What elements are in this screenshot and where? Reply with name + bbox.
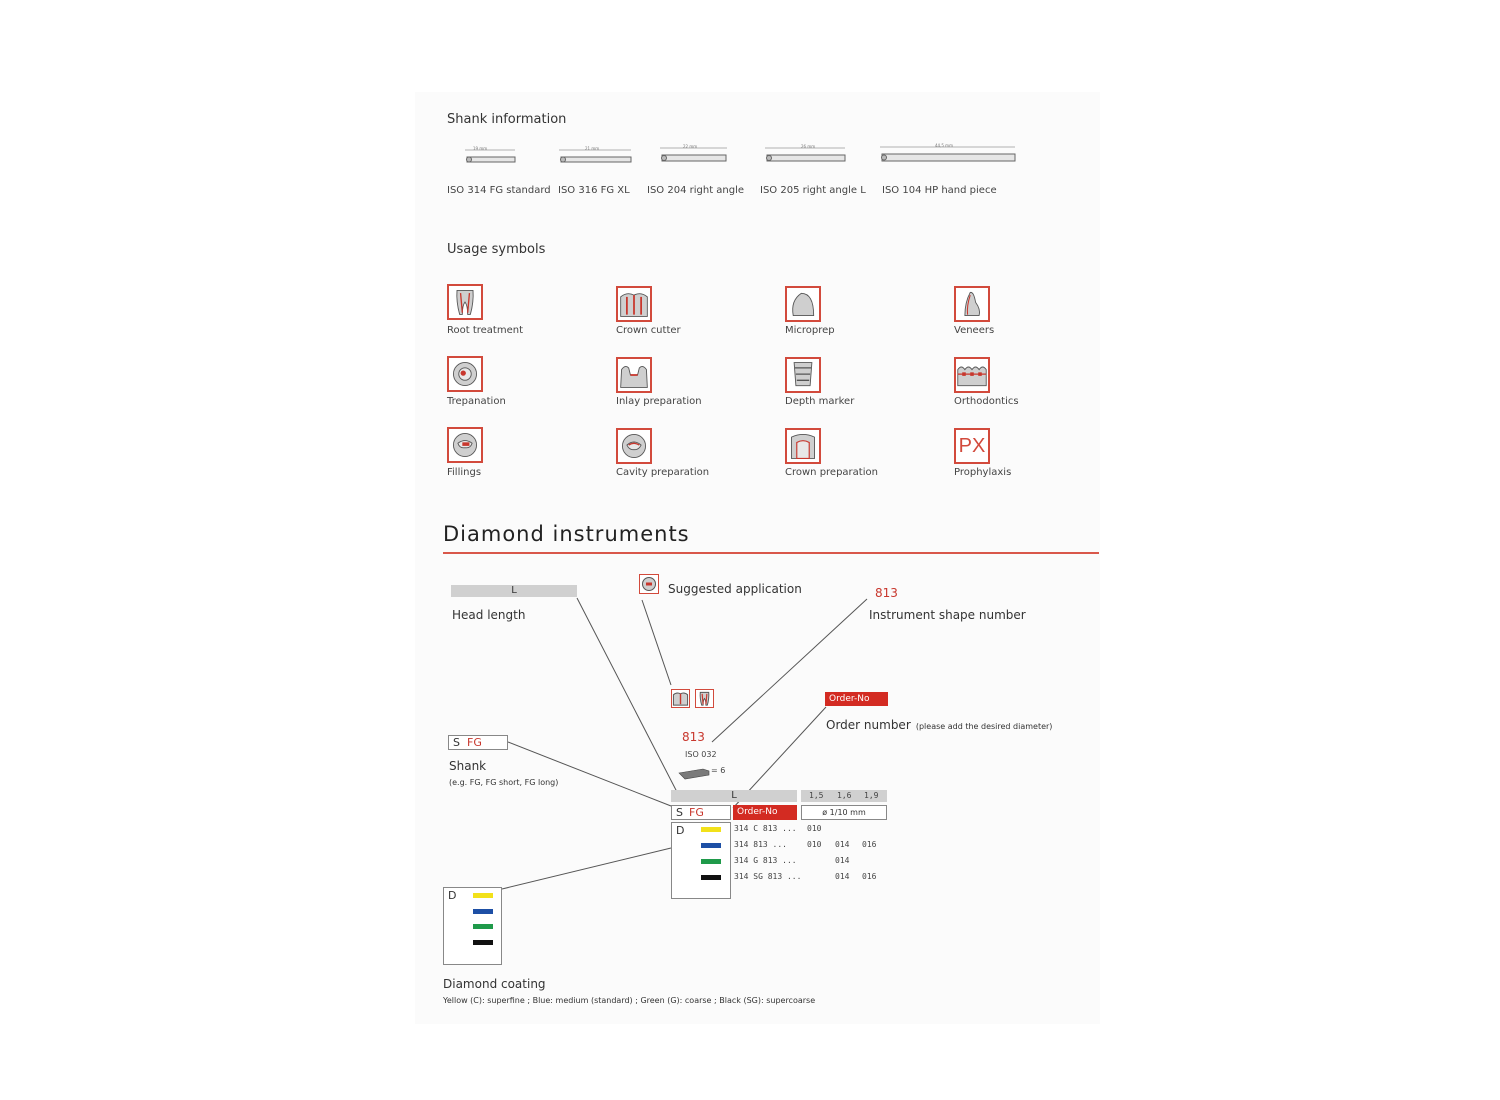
coating-note: Yellow (C): superfine ; Blue: medium (standard) ; Green (G): coarse ; Black (SG): supercoarse (443, 996, 816, 1005)
coating-d: D (448, 889, 457, 902)
usage-label-crown-preparation: Crown preparation (785, 467, 878, 478)
usage-label-root-treatment: Root treatment (447, 325, 524, 336)
instrument-number: 813 (682, 730, 705, 744)
table-shank-s: S (676, 806, 683, 819)
stripe-green (701, 859, 721, 864)
coating-stripe-yellow (473, 893, 493, 898)
coating-stripe-blue (473, 909, 493, 914)
row-2-order: 314 813 ... (734, 840, 787, 849)
stripe-blue (701, 843, 721, 848)
shank-label-2: ISO 316 FG XL (558, 185, 630, 196)
diamond-section-title: Diamond instruments (443, 522, 690, 546)
shank-note: (e.g. FG, FG short, FG long) (449, 778, 559, 787)
order-number-label: Order number (826, 718, 911, 732)
row-2-size-3: 016 (862, 840, 877, 849)
size-col-1: 1,5 (809, 791, 824, 800)
shank-label-3: ISO 204 right angle (647, 185, 745, 196)
row-4-size-3: 016 (862, 872, 877, 881)
root-treatment-small-icon (695, 689, 714, 708)
coating-stripe-black (473, 940, 493, 945)
crown-cutter-small-icon (671, 689, 690, 708)
shank-label-5: ISO 104 HP hand piece (882, 185, 997, 196)
shank-label: Shank (449, 759, 487, 773)
shape-number-value: 813 (875, 586, 898, 600)
prophylaxis-glyph: PX (958, 434, 986, 457)
table-head-length-bar: L (671, 790, 797, 802)
row-2-size-2: 014 (835, 840, 850, 849)
table-sizes-bar (801, 790, 887, 802)
shank-fg: FG (467, 736, 482, 749)
coating-stripe-green (473, 924, 493, 929)
usage-label-veneers: Veneers (954, 325, 995, 336)
usage-label-crown-cutter: Crown cutter (616, 325, 681, 336)
stripe-black (701, 875, 721, 880)
table-shank-fg: FG (689, 806, 704, 819)
table-order-no-tag: Order-No (733, 805, 797, 820)
usage-label-inlay-preparation: Inlay preparation (616, 396, 702, 407)
row-2-size-1: 010 (807, 840, 822, 849)
head-length-label: Head length (452, 608, 526, 622)
head-length-bar: L (451, 585, 577, 597)
coating-label: Diamond coating (443, 977, 546, 991)
suggested-application-label: Suggested application (668, 582, 802, 596)
row-1-order: 314 C 813 ... (734, 824, 797, 833)
instrument-multiplier: = 6 (711, 766, 726, 775)
shape-number-label: Instrument shape number (869, 608, 1026, 622)
shank-label-4: ISO 205 right angle L (760, 185, 866, 196)
usage-label-cavity-preparation: Cavity preparation (616, 467, 710, 478)
instrument-iso: ISO 032 (685, 750, 717, 759)
leader-lines (415, 92, 1100, 1024)
row-1-size-1: 010 (807, 824, 822, 833)
usage-label-microprep: Microprep (785, 325, 835, 336)
row-4-size-2: 014 (835, 872, 850, 881)
order-number-note: (please add the desired diameter) (915, 722, 1053, 731)
shank-dim-2: 21 mm (585, 146, 600, 151)
order-number-caption (826, 714, 1052, 733)
shank-dim-5: 44,5 mm (935, 143, 953, 148)
usage-label-depth-marker: Depth marker (785, 396, 855, 407)
stripe-yellow (701, 827, 721, 832)
shank-box (448, 735, 508, 750)
usage-label-trepanation: Trepanation (447, 396, 506, 407)
shank-label-1: ISO 314 FG standard (447, 185, 551, 196)
catalog-page (415, 92, 1100, 1024)
size-col-2: 1,6 (837, 791, 852, 800)
shank-s: S (453, 736, 460, 749)
row-4-order: 314 SG 813 ... (734, 872, 802, 881)
usage-label-orthodontics: Orthodontics (954, 396, 1019, 407)
table-d: D (676, 824, 685, 837)
shank-dim-4: 26 mm (801, 144, 816, 149)
table-diameter-label: ø 1/10 mm (801, 805, 887, 820)
diamond-bur-head-icon (677, 765, 711, 781)
usage-label-fillings: Fillings (447, 467, 482, 478)
row-3-order: 314 G 813 ... (734, 856, 797, 865)
usage-label-prophylaxis: Prophylaxis (954, 467, 1012, 478)
shank-section-title: Shank information (447, 112, 567, 127)
size-col-3: 1,9 (864, 791, 879, 800)
usage-section-title: Usage symbols (447, 242, 546, 257)
shank-dim-1: 19 mm (473, 146, 488, 151)
table-shank-box (671, 805, 731, 820)
row-3-size-2: 014 (835, 856, 850, 865)
order-no-tag: Order-No (825, 692, 888, 706)
suggested-application-icon (639, 574, 659, 594)
shank-dim-3: 22 mm (683, 144, 698, 149)
